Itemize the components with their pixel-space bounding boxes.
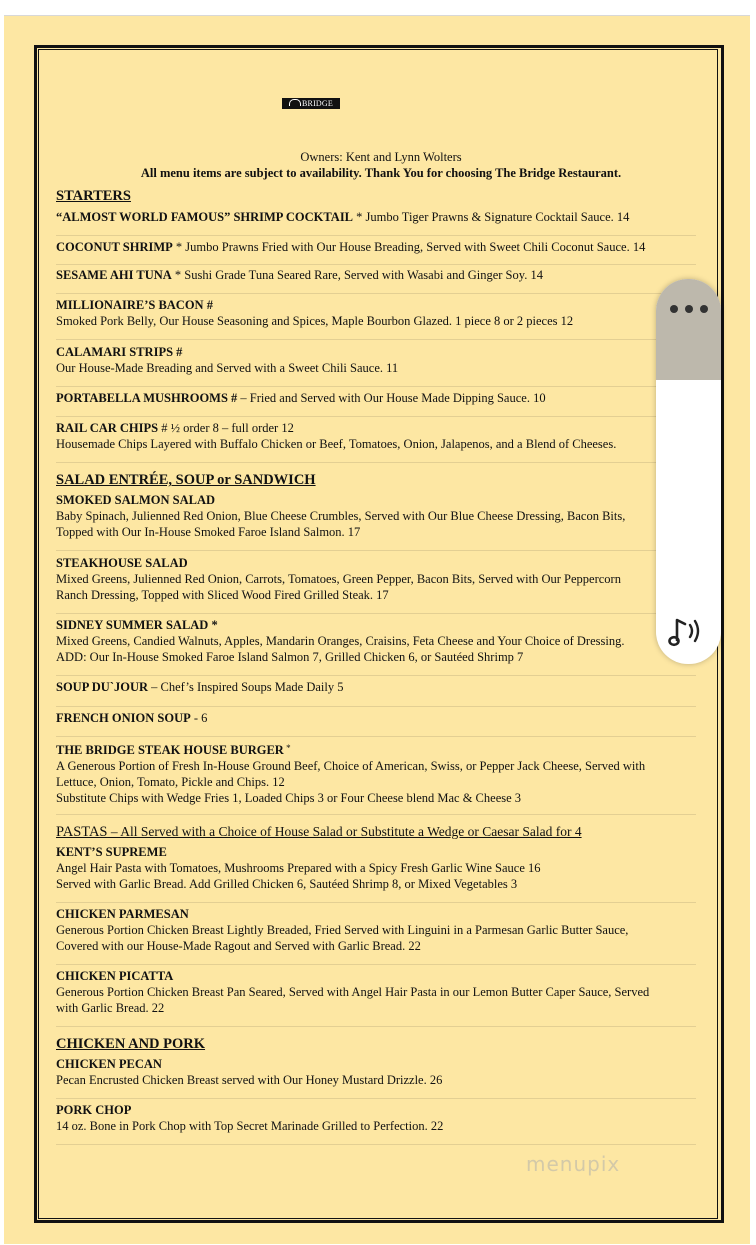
menu-item-chicken-parmesan	[56, 906, 716, 954]
item-mark: *	[283, 743, 291, 753]
item-name: COCONUT SHRIMP	[56, 240, 173, 254]
item-name: CHICKEN PARMESAN	[56, 907, 189, 921]
divider	[56, 339, 696, 340]
divider	[56, 964, 696, 965]
divider	[56, 293, 696, 294]
more-horizontal-icon[interactable]	[670, 301, 708, 317]
divider	[56, 235, 696, 236]
divider	[56, 613, 696, 614]
menu-item-smoked-salmon-salad	[56, 492, 716, 540]
menu-item-calamari	[56, 344, 716, 376]
menu-item-millionaires-bacon	[56, 297, 716, 329]
divider	[56, 675, 696, 676]
menu-item-chicken-pecan	[56, 1056, 716, 1088]
section-heading-pastas	[56, 824, 582, 841]
item-name: PORK CHOP	[56, 1103, 132, 1117]
item-name: SMOKED SALMON SALAD	[56, 493, 216, 507]
item-description: * Sushi Grade Tuna Seared Rare, Served with Wasabi and Ginger Soy. 14	[171, 268, 543, 282]
item-price: - 6	[190, 711, 208, 725]
item-name: SOUP DU`JOUR	[56, 680, 149, 694]
section-heading-salad: SALAD ENTRÉE, SOUP or SANDWICH	[56, 472, 316, 488]
item-description: Our House-Made Breading and Served with a Sweet Chili Sauce. 11	[56, 361, 399, 375]
menupix-watermark: menupix	[526, 1152, 621, 1176]
item-description: Covered with our House-Made Ragout and Served with Garlic Bread. 22	[56, 939, 421, 953]
menu-page	[4, 15, 750, 1244]
item-description: Substitute Chips with Wedge Fries 1, Loaded Chips 3 or Four Cheese blend Mac & Cheese 3	[56, 791, 522, 805]
restaurant-logo	[282, 98, 340, 109]
section-heading-starters: STARTERS	[56, 188, 131, 204]
divider	[56, 1098, 696, 1099]
item-description: Baby Spinach, Julienned Red Onion, Blue Cheese Crumbles, Served with Our Blue Cheese Dressing, Bacon Bits,	[56, 509, 626, 523]
menu-item-kents-supreme	[56, 844, 716, 892]
section-heading-chicken-pork: CHICKEN AND PORK	[56, 1036, 206, 1052]
menu-item-chicken-picatta	[56, 968, 716, 1016]
item-description: * Jumbo Prawns Fried with Our House Breading, Served with Sweet Chili Coconut Sauce. 14	[172, 240, 646, 254]
item-description: Generous Portion Chicken Breast Lightly Breaded, Fried Served with Linguini in a Parmesan Garlic Butter Sauce,	[56, 923, 629, 937]
section-note: – All Served with a Choice of House Salad or Substitute a Wedge or Caesar Salad for 4	[107, 824, 582, 839]
item-description: Pecan Encrusted Chicken Breast served with Our Honey Mustard Drizzle. 26	[56, 1073, 443, 1087]
item-description: Angel Hair Pasta with Tomatoes, Mushrooms Prepared with a Spicy Fresh Garlic Wine Sauce 16	[56, 861, 541, 875]
item-description: * Jumbo Tiger Prawns & Signature Cocktail Sauce. 14	[353, 210, 630, 224]
item-description: 14 oz. Bone in Pork Chop with Top Secret Marinade Grilled to Perfection. 22	[56, 1119, 444, 1133]
item-name: PORTABELLA MUSHROOMS #	[56, 391, 238, 405]
item-name: CHICKEN PECAN	[56, 1057, 162, 1071]
owners-line: Owners: Kent and Lynn Wolters	[300, 150, 462, 164]
more-options-button[interactable]	[656, 279, 721, 380]
item-description: Housemade Chips Layered with Buffalo Chicken or Beef, Tomatoes, Onion, Jalapenos, and a Blend of Cheeses.	[56, 437, 617, 451]
menu-item-soup-du-jour	[56, 679, 716, 695]
menu-item-steakhouse-salad	[56, 555, 716, 603]
item-name: SIDNEY SUMMER SALAD *	[56, 618, 218, 632]
item-description: Mixed Greens, Candied Walnuts, Apples, Mandarin Oranges, Craisins, Feta Cheese and Your Choice of Dressing.	[56, 634, 625, 648]
menu-item-pork-chop	[56, 1102, 716, 1134]
divider	[56, 902, 696, 903]
menu-item-ahi-tuna	[56, 267, 716, 283]
item-name: CALAMARI STRIPS #	[56, 345, 183, 359]
menu-item-steak-house-burger	[56, 740, 716, 806]
logo-text: BRIDGE	[302, 99, 333, 108]
item-description: Topped with Our In-House Smoked Faroe Island Salmon. 17	[56, 525, 361, 539]
menu-content	[56, 16, 746, 1244]
availability-notice: All menu items are subject to availability. Thank You for choosing The Bridge Restaurant.	[140, 166, 622, 180]
item-name: “ALMOST WORLD FAMOUS” SHRIMP COCKTAIL	[56, 210, 354, 224]
divider	[56, 416, 696, 417]
menu-item-sidney-summer-salad	[56, 617, 716, 665]
read-aloud-icon[interactable]	[668, 614, 708, 650]
item-description: Lettuce, Onion, Tomato, Pickle and Chips. 12	[56, 775, 285, 789]
menu-item-shrimp-cocktail	[56, 209, 716, 225]
item-description: with Garlic Bread. 22	[56, 1001, 165, 1015]
item-name: CHICKEN PICATTA	[56, 969, 174, 983]
item-name: FRENCH ONION SOUP	[56, 711, 191, 725]
item-name: RAIL CAR CHIPS	[56, 421, 159, 435]
divider	[56, 814, 696, 815]
item-description: Mixed Greens, Julienned Red Onion, Carrots, Tomatoes, Green Pepper, Bacon Bits, Served with Our Peppercorn	[56, 572, 621, 586]
item-description: A Generous Portion of Fresh In-House Ground Beef, Choice of American, Swiss, or Pepper Jack Cheese, Served with	[56, 759, 646, 773]
bridge-arch-icon	[289, 99, 301, 106]
divider	[56, 386, 696, 387]
item-price: # ½ order 8 – full order 12	[158, 421, 294, 435]
menu-item-portabella	[56, 390, 716, 406]
divider	[56, 550, 696, 551]
divider	[56, 462, 696, 463]
item-description: Served with Garlic Bread. Add Grilled Chicken 6, Sautéed Shrimp 8, or Mixed Vegetables 3	[56, 877, 518, 891]
floating-side-panel[interactable]	[656, 279, 721, 664]
item-description: ADD: Our In-House Smoked Faroe Island Salmon 7, Grilled Chicken 6, or Sautéed Shrimp 7	[56, 650, 524, 664]
divider	[56, 736, 696, 737]
item-description: – Chef’s Inspired Soups Made Daily 5	[148, 680, 344, 694]
item-description: Ranch Dressing, Topped with Sliced Wood Fired Grilled Steak. 17	[56, 588, 389, 602]
divider	[56, 1026, 696, 1027]
item-name: STEAKHOUSE SALAD	[56, 556, 188, 570]
menu-item-french-onion-soup	[56, 710, 716, 726]
divider	[56, 706, 696, 707]
item-name: KENT’S SUPREME	[56, 845, 167, 859]
section-title: PASTAS	[56, 824, 108, 840]
item-name: MILLIONAIRE’S BACON #	[56, 298, 213, 312]
item-name: THE BRIDGE STEAK HOUSE BURGER	[56, 743, 284, 757]
item-description: – Fried and Served with Our House Made Dipping Sauce. 10	[237, 391, 546, 405]
menu-item-coconut-shrimp	[56, 239, 716, 255]
divider	[56, 1144, 696, 1145]
item-description: Generous Portion Chicken Breast Pan Seared, Served with Angel Hair Pasta in our Lemon Butter Caper Sauce, Served	[56, 985, 650, 999]
item-description: Smoked Pork Belly, Our House Seasoning and Spices, Maple Bourbon Glazed. 1 piece 8 or 2 pieces 12	[56, 314, 574, 328]
item-name: SESAME AHI TUNA	[56, 268, 172, 282]
menu-item-rail-car-chips	[56, 420, 716, 452]
divider	[56, 264, 696, 265]
